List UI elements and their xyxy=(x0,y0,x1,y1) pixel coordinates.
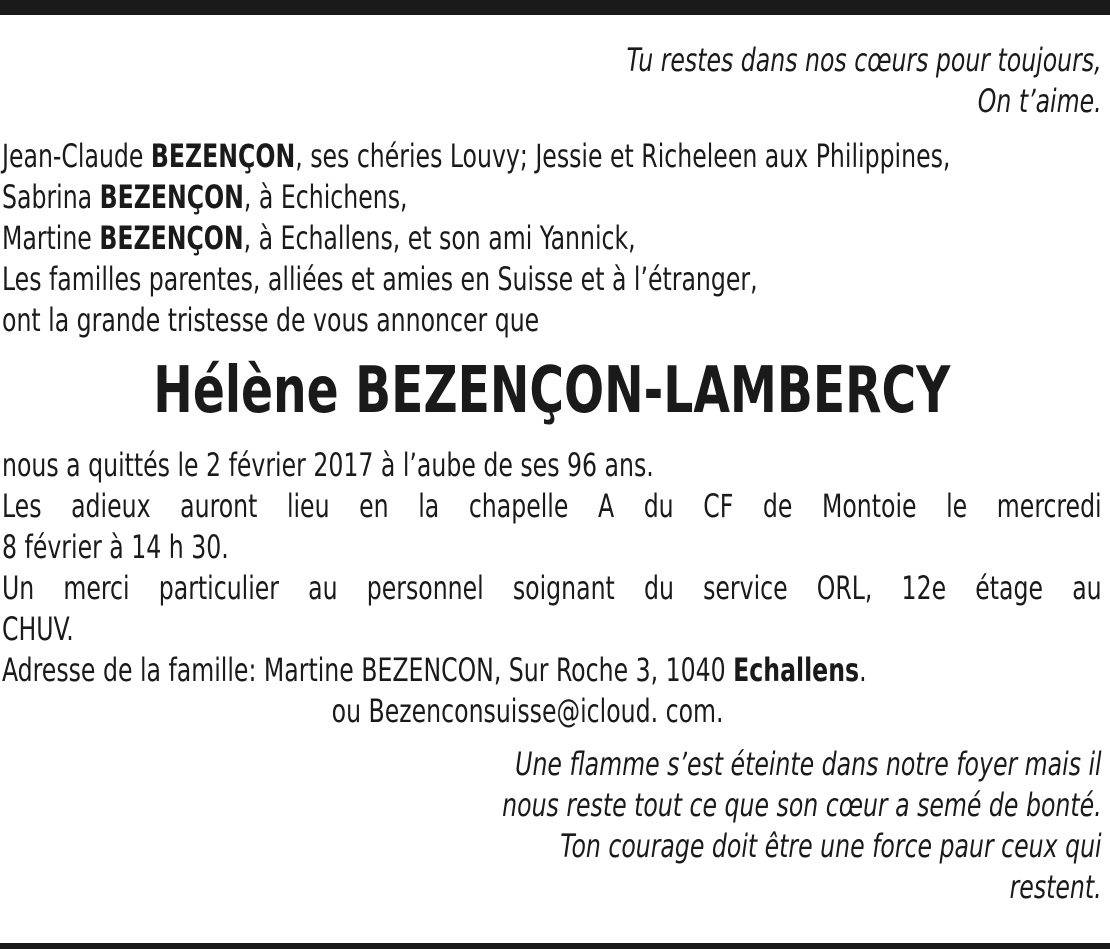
thanks-line: CHUV. xyxy=(2,610,74,648)
quote-line: Tu restes dans nos cœurs pour toujours, xyxy=(626,41,1102,79)
quote-line: On t’aime. xyxy=(977,82,1102,120)
quote-line: Ton courage doit être une force paur ceux qui xyxy=(560,827,1102,865)
thanks-line: Un merci particulier au personnel soignant du service ORL, 12e étage au xyxy=(2,569,1102,607)
family-address: Adresse de la famille: Martine BEZENCON, Sur Roche 3, 1040 Echallens. xyxy=(2,651,867,689)
family-surname: BEZENÇON xyxy=(150,137,296,175)
family-line: Jean-Claude BEZENÇON, ses chéries Louvy; Jessie et Richeleen aux Philippines, xyxy=(2,137,951,175)
closing-quote xyxy=(2,744,1102,908)
obituary-content xyxy=(2,40,1102,908)
address-town: Echallens xyxy=(733,651,860,689)
obituary-details xyxy=(2,445,1102,732)
quote-line: restent. xyxy=(1009,868,1102,906)
quote-line: nous reste tout ce que son cœur a semé de bonté. xyxy=(502,786,1102,824)
death-notice: nous a quittés le 2 février 2017 à l’aube de ses 96 ans. xyxy=(2,446,654,484)
deceased-name: Hélène BEZENÇON-LAMBERCY xyxy=(153,354,951,428)
family-line: Sabrina BEZENÇON, à Echichens, xyxy=(2,178,408,216)
family-line: Les familles parentes, alliées et amies en Suisse et à l’étranger, xyxy=(2,260,758,298)
family-surname: BEZENÇON xyxy=(99,219,244,257)
family-line: Martine BEZENÇON, à Echallens, et son ami Yannick, xyxy=(2,219,636,257)
top-rule xyxy=(0,0,1110,15)
family-email: ou Bezenconsuisse@icloud. com. xyxy=(331,692,724,730)
farewell-line: Les adieux auront lieu en la chapelle A du CF de Montoie le mercredi xyxy=(2,487,1102,525)
family-surname: BEZENÇON xyxy=(99,178,244,216)
quote-line: Une flamme s’est éteinte dans notre foyer mais il xyxy=(515,745,1102,783)
family-line: ont la grande tristesse de vous annoncer que xyxy=(2,301,540,339)
bottom-rule xyxy=(0,943,1110,949)
farewell-line: 8 février à 14 h 30. xyxy=(2,528,229,566)
opening-quote xyxy=(2,40,1102,122)
family-announcement xyxy=(2,136,1102,341)
